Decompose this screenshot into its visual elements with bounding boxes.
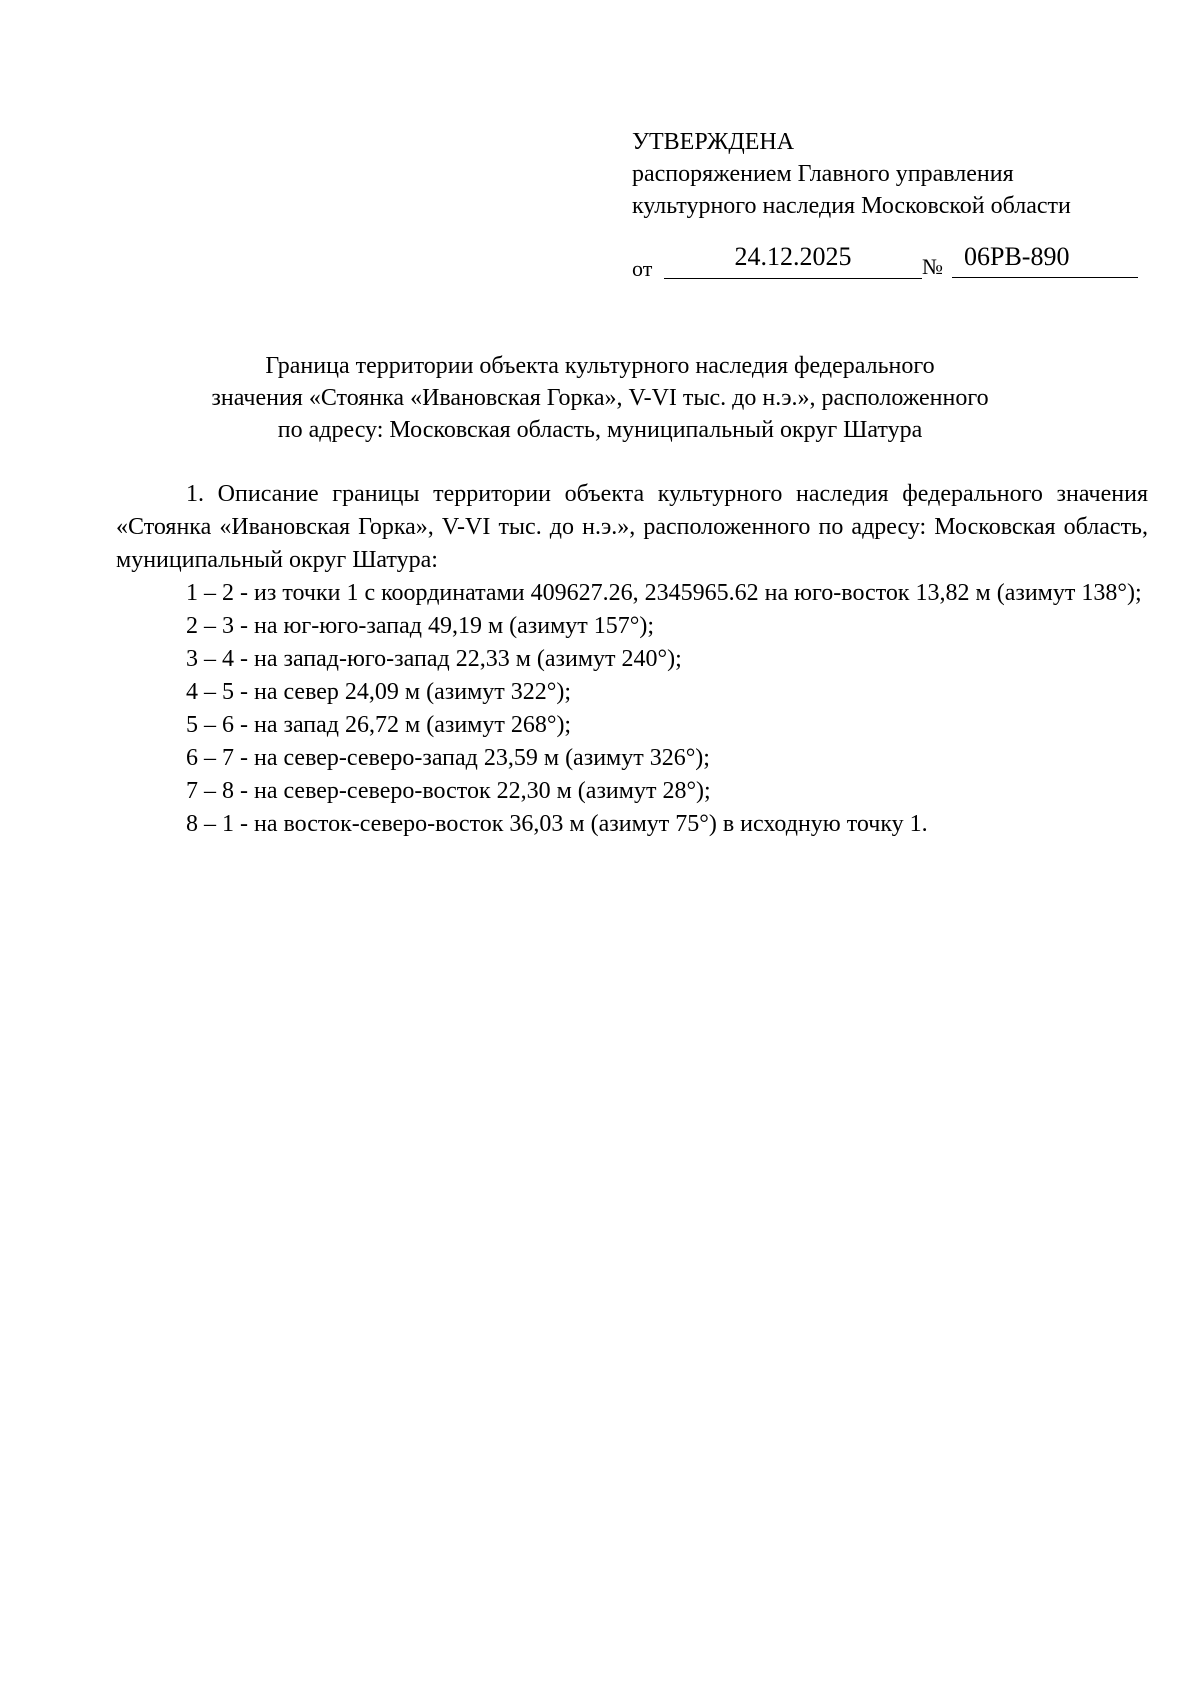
date-label: от xyxy=(632,256,653,281)
boundary-segment-5-6: 5 – 6 - на запад 26,72 м (азимут 268°); xyxy=(186,712,572,738)
approval-date: 24.12.2025 xyxy=(734,242,852,271)
boundary-segment-4-5: 4 – 5 - на север 24,09 м (азимут 322°); xyxy=(186,679,572,705)
boundary-description-intro: 1. Описание границы территории объекта культурного наследия федерального значения «Стоянка «Ивановская Горка», V-VI тыс. до н.э.», расположенного по адресу: Московская область, муниципальный округ Шатура: xyxy=(116,481,1148,573)
approval-number: 06РВ-890 xyxy=(964,242,1070,271)
number-label: № xyxy=(922,254,943,279)
title-line-1: Граница территории объекта культурного наследия федерального xyxy=(265,353,935,379)
approval-date-number xyxy=(632,244,1138,284)
title-line-3: по адресу: Московская область, муниципальный округ Шатура xyxy=(277,417,923,443)
approval-authority-line-2: культурного наследия Московской области xyxy=(632,193,1071,219)
boundary-segment-7-8: 7 – 8 - на север-северо-восток 22,30 м (азимут 28°); xyxy=(186,778,711,804)
approval-authority-line-1: распоряжением Главного управления xyxy=(632,161,1014,187)
boundary-segment-8-1: 8 – 1 - на восток-северо-восток 36,03 м (азимут 75°) в исходную точку 1. xyxy=(186,811,928,837)
boundary-segment-6-7: 6 – 7 - на север-северо-запад 23,59 м (азимут 326°); xyxy=(186,745,710,771)
boundary-segment-3-4: 3 – 4 - на запад-юго-запад 22,33 м (азимут 240°); xyxy=(186,646,682,672)
approval-stamp xyxy=(632,126,1152,222)
title-line-2: значения «Стоянка «Ивановская Горка», V-VI тыс. до н.э.», расположенного xyxy=(211,385,989,411)
document-body xyxy=(116,478,1148,841)
number-field xyxy=(952,244,1138,278)
boundary-segment-1-2: 1 – 2 - из точки 1 с координатами 409627.26, 2345965.62 на юго-восток 13,82 м (азимут 138°); xyxy=(186,580,1142,606)
date-field xyxy=(664,244,922,279)
document-title xyxy=(0,350,1200,446)
approval-heading: УТВЕРЖДЕНА xyxy=(632,129,795,155)
boundary-segment-2-3: 2 – 3 - на юг-юго-запад 49,19 м (азимут 157°); xyxy=(186,613,655,639)
